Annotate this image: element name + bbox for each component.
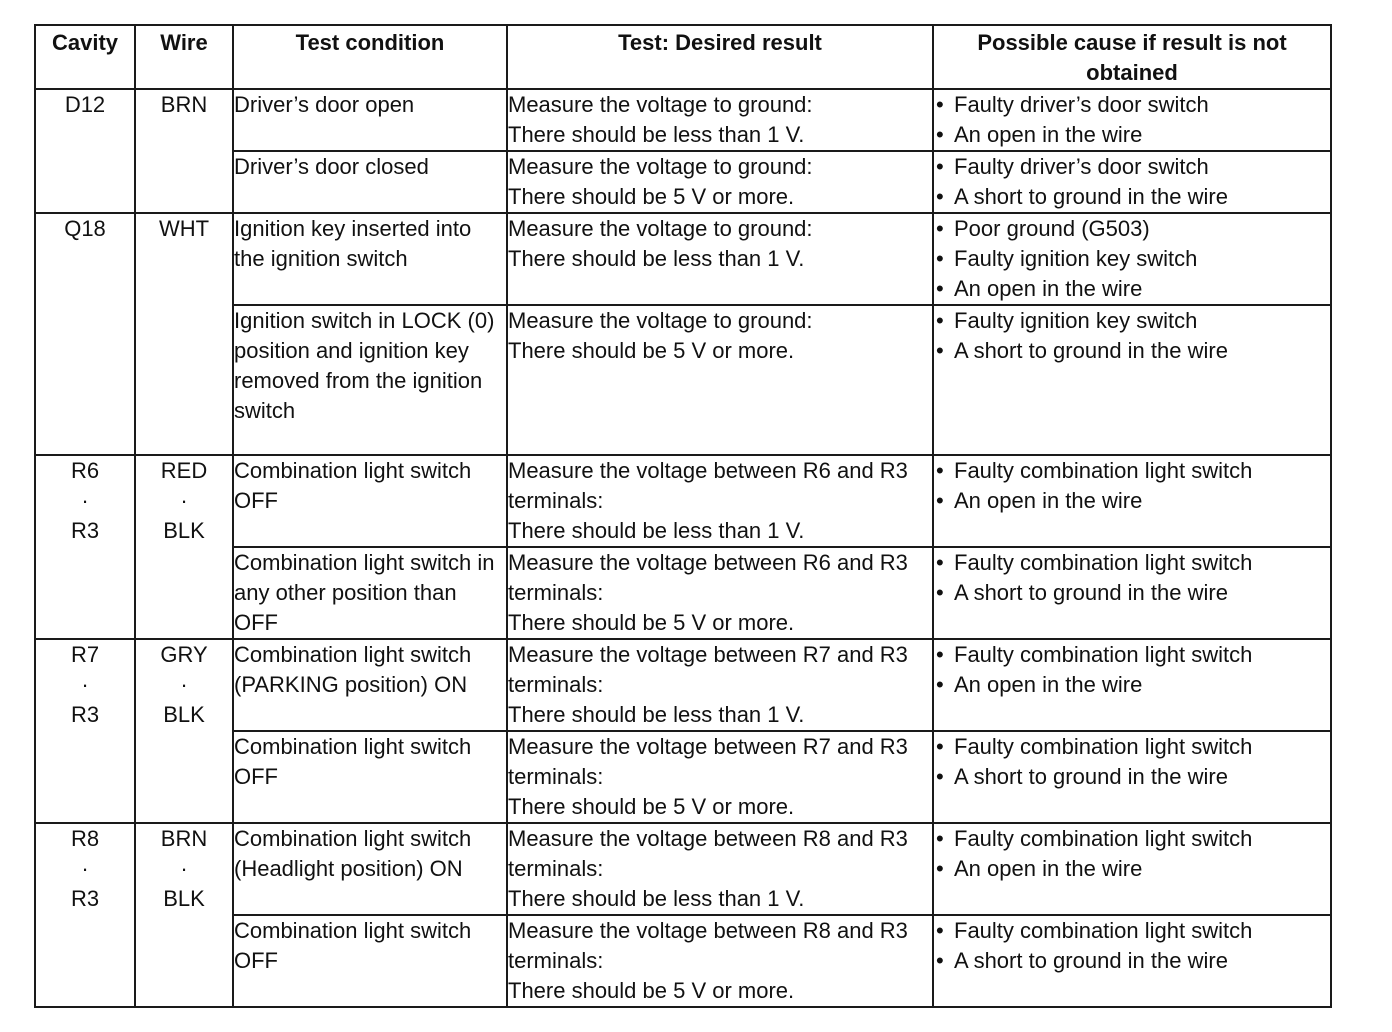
possible-cause-cell bbox=[933, 213, 1331, 305]
cause-item: • Faulty combination light switch bbox=[934, 640, 1330, 670]
desired-result-line: There should be less than 1 V. bbox=[508, 246, 805, 271]
desired-result-cell bbox=[507, 213, 933, 305]
possible-cause-cell bbox=[933, 547, 1331, 639]
test-condition-cell: Ignition switch in LOCK (0) position and ignition key removed from the ignition switch bbox=[233, 305, 507, 455]
cavity-cell bbox=[35, 823, 135, 1007]
cause-list bbox=[934, 456, 1330, 516]
table-row bbox=[35, 639, 1331, 731]
wire-value: · bbox=[180, 488, 188, 513]
header-row bbox=[35, 25, 1331, 89]
desired-result-cell bbox=[507, 639, 933, 731]
test-condition-cell: Combination light switch OFF bbox=[233, 455, 507, 547]
desired-result-line: There should be 5 V or more. bbox=[508, 338, 795, 363]
cavity-cell bbox=[35, 213, 135, 455]
desired-result-line: There should be 5 V or more. bbox=[508, 794, 795, 819]
cause-item: • An open in the wire bbox=[934, 486, 1330, 516]
desired-result-line: Measure the voltage to ground: bbox=[508, 154, 813, 179]
desired-result-line: Measure the voltage to ground: bbox=[508, 308, 813, 333]
possible-cause-cell bbox=[933, 823, 1331, 915]
desired-result-line: Measure the voltage between R8 and R3 terminals: bbox=[508, 826, 908, 881]
header-desired-result: Test: Desired result bbox=[507, 25, 933, 89]
table-row bbox=[35, 213, 1331, 305]
test-condition-cell: Combination light switch in any other position than OFF bbox=[233, 547, 507, 639]
desired-result-line: Measure the voltage between R6 and R3 terminals: bbox=[508, 550, 908, 605]
cause-item: • Faulty combination light switch bbox=[934, 548, 1330, 578]
wire-value: BLK bbox=[163, 518, 205, 543]
test-condition-cell: Combination light switch OFF bbox=[233, 915, 507, 1007]
desired-result-cell bbox=[507, 305, 933, 455]
cavity-value: R3 bbox=[70, 886, 100, 911]
cause-list bbox=[934, 214, 1330, 304]
desired-result-cell bbox=[507, 455, 933, 547]
cause-item: • A short to ground in the wire bbox=[934, 182, 1330, 212]
cavity-cell bbox=[35, 639, 135, 823]
table-body bbox=[35, 89, 1331, 1007]
desired-result-cell bbox=[507, 915, 933, 1007]
wire-value: RED bbox=[160, 458, 208, 483]
table-row bbox=[35, 823, 1331, 915]
diagnostic-table bbox=[34, 24, 1332, 1008]
wire-value: · bbox=[180, 856, 188, 881]
header-test-condition: Test condition bbox=[233, 25, 507, 89]
possible-cause-cell bbox=[933, 151, 1331, 213]
cavity-value: R3 bbox=[70, 518, 100, 543]
cause-list bbox=[934, 640, 1330, 700]
cause-item: • Faulty combination light switch bbox=[934, 456, 1330, 486]
desired-result-line: There should be less than 1 V. bbox=[508, 886, 805, 911]
wire-value: BRN bbox=[160, 92, 208, 117]
cause-item: • An open in the wire bbox=[934, 854, 1330, 884]
desired-result-cell bbox=[507, 547, 933, 639]
cause-list bbox=[934, 916, 1330, 976]
cause-list bbox=[934, 548, 1330, 608]
possible-cause-cell bbox=[933, 915, 1331, 1007]
wire-value: WHT bbox=[158, 216, 210, 241]
cause-list bbox=[934, 306, 1330, 366]
wire-value: BLK bbox=[163, 702, 205, 727]
wire-cell bbox=[135, 639, 233, 823]
desired-result-cell bbox=[507, 89, 933, 151]
test-condition-cell: Driver’s door closed bbox=[233, 151, 507, 213]
cavity-value: Q18 bbox=[64, 216, 106, 241]
desired-result-line: Measure the voltage to ground: bbox=[508, 216, 813, 241]
wire-value: BRN bbox=[160, 826, 208, 851]
cavity-value: R3 bbox=[70, 702, 100, 727]
wire-cell bbox=[135, 455, 233, 639]
desired-result-line: There should be less than 1 V. bbox=[508, 518, 805, 543]
test-condition-cell: Driver’s door open bbox=[233, 89, 507, 151]
possible-cause-cell bbox=[933, 731, 1331, 823]
table-row bbox=[35, 89, 1331, 151]
cause-item: • Faulty combination light switch bbox=[934, 732, 1330, 762]
header-cavity: Cavity bbox=[35, 25, 135, 89]
desired-result-line: Measure the voltage to ground: bbox=[508, 92, 813, 117]
cavity-value: D12 bbox=[64, 92, 106, 117]
cavity-value: R6 bbox=[70, 458, 100, 483]
cause-item: • A short to ground in the wire bbox=[934, 578, 1330, 608]
desired-result-line: There should be less than 1 V. bbox=[508, 122, 805, 147]
desired-result-cell bbox=[507, 823, 933, 915]
desired-result-line: Measure the voltage between R7 and R3 terminals: bbox=[508, 734, 908, 789]
wire-value: · bbox=[180, 672, 188, 697]
possible-cause-cell bbox=[933, 89, 1331, 151]
cause-list bbox=[934, 90, 1330, 150]
desired-result-line: There should be 5 V or more. bbox=[508, 184, 795, 209]
wire-cell bbox=[135, 823, 233, 1007]
test-condition-cell: Combination light switch (Headlight position) ON bbox=[233, 823, 507, 915]
cause-item: • An open in the wire bbox=[934, 120, 1330, 150]
cavity-cell bbox=[35, 455, 135, 639]
desired-result-line: Measure the voltage between R6 and R3 terminals: bbox=[508, 458, 908, 513]
cause-item: • Faulty combination light switch bbox=[934, 916, 1330, 946]
cause-list bbox=[934, 824, 1330, 884]
cause-list bbox=[934, 152, 1330, 212]
cause-item: • An open in the wire bbox=[934, 670, 1330, 700]
wire-cell bbox=[135, 89, 233, 213]
cause-list bbox=[934, 732, 1330, 792]
cause-item: • Faulty ignition key switch bbox=[934, 306, 1330, 336]
cause-item: • A short to ground in the wire bbox=[934, 336, 1330, 366]
header-possible-cause: Possible cause if result is not obtained bbox=[933, 25, 1331, 89]
desired-result-line: There should be less than 1 V. bbox=[508, 702, 805, 727]
cause-item: • Faulty combination light switch bbox=[934, 824, 1330, 854]
cavity-cell bbox=[35, 89, 135, 213]
desired-result-cell bbox=[507, 731, 933, 823]
cavity-value: · bbox=[81, 488, 89, 513]
cavity-value: R7 bbox=[70, 642, 100, 667]
possible-cause-cell bbox=[933, 455, 1331, 547]
wire-value: BLK bbox=[163, 886, 205, 911]
test-condition-cell: Combination light switch OFF bbox=[233, 731, 507, 823]
possible-cause-cell bbox=[933, 305, 1331, 455]
cause-item: • Faulty driver’s door switch bbox=[934, 90, 1330, 120]
cavity-value: · bbox=[81, 672, 89, 697]
desired-result-line: Measure the voltage between R8 and R3 terminals: bbox=[508, 918, 908, 973]
cause-item: • Faulty ignition key switch bbox=[934, 244, 1330, 274]
cavity-value: R8 bbox=[70, 826, 100, 851]
possible-cause-cell bbox=[933, 639, 1331, 731]
header-wire: Wire bbox=[135, 25, 233, 89]
test-condition-cell: Ignition key inserted into the ignition switch bbox=[233, 213, 507, 305]
cause-item: • Faulty driver’s door switch bbox=[934, 152, 1330, 182]
desired-result-line: Measure the voltage between R7 and R3 terminals: bbox=[508, 642, 908, 697]
cause-item: • A short to ground in the wire bbox=[934, 946, 1330, 976]
wire-value: GRY bbox=[160, 642, 208, 667]
cause-item: • An open in the wire bbox=[934, 274, 1330, 304]
desired-result-cell bbox=[507, 151, 933, 213]
cause-item: • A short to ground in the wire bbox=[934, 762, 1330, 792]
wire-cell bbox=[135, 213, 233, 455]
test-condition-cell: Combination light switch (PARKING position) ON bbox=[233, 639, 507, 731]
cavity-value: · bbox=[81, 856, 89, 881]
desired-result-line: There should be 5 V or more. bbox=[508, 610, 795, 635]
desired-result-line: There should be 5 V or more. bbox=[508, 978, 795, 1003]
cause-item: • Poor ground (G503) bbox=[934, 214, 1330, 244]
table-row bbox=[35, 455, 1331, 547]
